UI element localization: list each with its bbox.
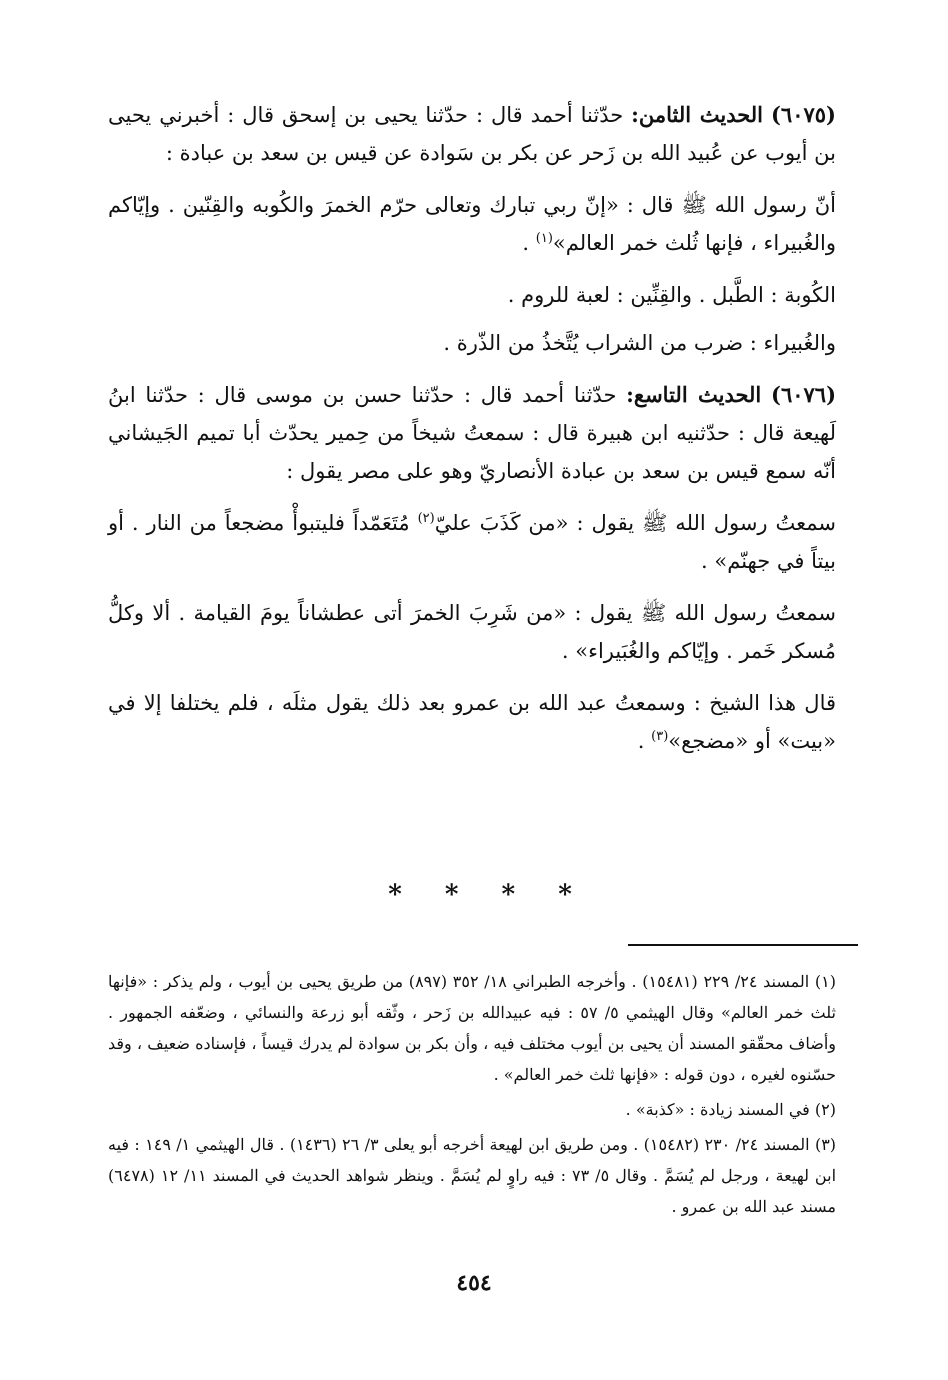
hadith-9-matn-1a: سمعتُ رسول الله ﷺ يقول : «من كَذَبَ عليّ: [434, 511, 836, 535]
gloss-ghubayra: والغُبيراء : ضرب من الشراب يُتَّخذُ من الذّرة .: [443, 331, 836, 355]
hadith-9-matn-1b: مُتَعَمّداً فليتبوأْ مضجعاً من النار . أو بيتاً في جهنّم» .: [108, 511, 836, 573]
hadith-9-isnad: [108, 376, 836, 490]
footnote-ref-1: (١): [535, 231, 553, 246]
section-separator: [380, 880, 580, 910]
footnote-1-text: المسند ٢٤/ ٢٢٩ (١٥٤٨١) . وأخرجه الطبراني ١٨/ ٣٥٢ (٨٩٧) من طريق يحيى بن أيوب ، ولم يذكر : «فإنها ثلث خمر العالم» وقال الهيثمي ٥/ ٥٧ : فيه عبيدالله بن زَحر ، وثّقه أبو زرعة والنسائي ، وضعّفه الجمهور . وأضاف محقّقو المسند أن يحيى بن أيوب مختلف فيه ، وأن بكر بن سوادة لم يدرك قيساً ، فإسناده ضعيف ، وقد حسّنوه لغيره ، دون قوله : «فإنها ثلث خمر العالم» .: [108, 972, 836, 1084]
hadith-9-matn-3: [108, 684, 836, 760]
separator-star: *: [388, 880, 402, 910]
footnote-2-marker: (٢): [814, 1100, 836, 1119]
footnote-3-text: المسند ٢٤/ ٢٣٠ (١٥٤٨٢) . ومن طريق ابن لهيعة أخرجه أبو يعلى ٣/ ٢٦ (١٤٣٦) . قال الهيثمي ١/ ١٤٩ : فيه ابن لهيعة ، ورجل لم يُسَمَّ . وقال ٥/ ٧٣ : فيه راوٍ لم يُسَمَّ . وينظر شواهد الحديث في المسند ١١/ ١٢ (٦٤٧٨) مسند عبد الله بن عمرو .: [108, 1135, 837, 1216]
separator-star: *: [444, 880, 459, 910]
hadith-9-matn-2: سمعتُ رسول الله ﷺ يقول : «من شَرِبَ الخمرَ أتى عطشاناً يومَ القيامة . ألا وكلُّ مُسكر خَمر . وإيّاكم والغُبَيراء» .: [108, 601, 836, 663]
footnote-ref-3: (٣): [651, 729, 669, 744]
hadith-8-isnad: [108, 96, 836, 172]
hadith-8-matn-end: .: [522, 231, 536, 255]
footnote-2-text: في المسند زيادة : «كذبة» .: [625, 1100, 810, 1119]
hadith-9-matn-3-end: .: [637, 729, 652, 753]
separator-star: *: [501, 880, 516, 910]
footnote-ref-2: (٢): [417, 511, 435, 526]
gloss-kuba: الكُوبة : الطَّبل . والقِنِّين : لعبة للروم .: [507, 283, 836, 307]
footnote-3-marker: (٣): [814, 1135, 837, 1154]
hadith-8-number: (٦٠٧٥): [770, 102, 836, 127]
footnotes: [108, 966, 836, 1226]
footnote-2: [108, 1094, 836, 1125]
hadith-8-matn: [108, 186, 836, 262]
hadith-9-isnad-text: حدّثنا أحمد قال : حدّثنا حسن بن موسى قال : حدّثنا ابنُ لَهيعة قال : حدّثنيه ابن هبيرة قال : سمعتُ شيخاً من حِمير يحدّث أبا تميم الجَيشاني أنّه سمع قيس بن سعد بن عبادة الأنصاريّ وهو على مصر يقول :: [108, 383, 836, 483]
hadith-8-isnad-text: حدّثنا أحمد قال : حدّثنا يحيى بن إسحق قال : أخبرني يحيى بن أيوب عن عُبيد الله بن زَحر عن بكر بن سَوادة عن قيس بن سعد بن عبادة :: [108, 103, 836, 165]
hadith-8-matn-text: أنّ رسول الله ﷺ قال : «إنّ ربي تبارك وتعالى حرّم الخمرَ والكُوبه والقِنّين . وإيّاكم والغُبيراء ، فإنها ثُلث خمر العالم»: [108, 193, 836, 255]
footnote-1-marker: (١): [814, 972, 837, 991]
hadith-9-matn-1: [108, 504, 836, 580]
hadith-8-title: الحديث الثامن:: [631, 102, 764, 127]
footnote-1: [108, 966, 836, 1090]
footnote-divider: [628, 944, 858, 946]
main-text: [108, 96, 836, 774]
page-number: ٤٥٤: [456, 1270, 492, 1296]
hadith-9-matn-3a: قال هذا الشيخ : وسمعتُ عبد الله بن عمرو بعد ذلك يقول مثلَه ، فلم يختلفا إلا في «بيت» أو «مضجع»: [108, 691, 836, 753]
separator-star: *: [558, 880, 572, 910]
hadith-9-title: الحديث التاسع:: [626, 382, 762, 407]
hadith-9-number: (٦٠٧٦): [771, 382, 836, 407]
footnote-3: [108, 1129, 836, 1222]
